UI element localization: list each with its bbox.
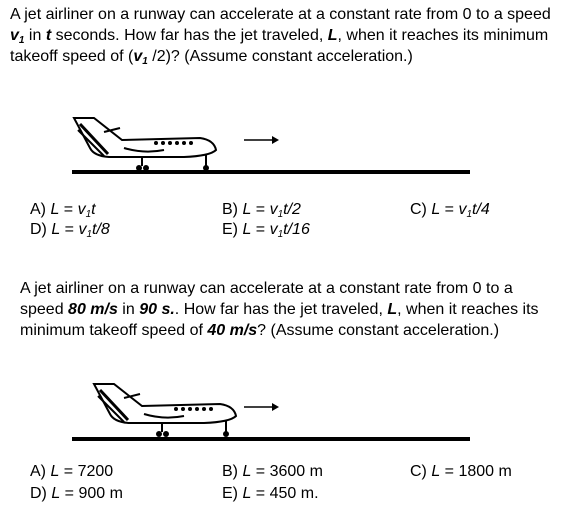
q1-opt-b-L: L (242, 201, 252, 218)
q1-opt-d-letter: D) (30, 221, 52, 238)
q1-opt-e-L: L (242, 221, 252, 238)
jet-airplane-icon (64, 110, 224, 176)
q1-v2-sub: 1 (142, 56, 148, 67)
q2-opt-a-rest: = 7200 (59, 463, 114, 480)
q2-L: L (387, 301, 398, 318)
q2-text-e: ? (Assume constant acceleration.) (257, 322, 500, 339)
q1-opt-b-v: v (269, 201, 278, 218)
q1-opt-a-sub: 1 (85, 209, 92, 220)
runway-ground-2 (72, 437, 470, 441)
q1-text-e: /2)? (Assume constant acceleration.) (147, 48, 413, 65)
q1-opt-a-eq: = (59, 201, 78, 218)
q2-opt-b-letter: B) (222, 463, 243, 480)
q1-text-b: in (24, 27, 46, 44)
jet-airplane-icon (84, 376, 244, 442)
q1-opt-e-eq: = (251, 221, 270, 238)
q1-opt-d-L: L (51, 221, 61, 238)
q1-option-c[interactable] (410, 200, 490, 220)
q1-opt-c-v: v (458, 201, 467, 218)
q1-opt-c-letter: C) (410, 201, 432, 218)
q1-v-sub: 1 (18, 35, 25, 46)
q1-text-d: , when it reaches its minimum takeoff speed of ( (10, 27, 549, 65)
q1-option-e[interactable] (222, 220, 310, 240)
q2-text-d: , when it reaches its minimum takeoff speed of (20, 301, 539, 339)
q2-option-c[interactable] (410, 462, 512, 482)
q1-opt-d-rest: t/8 (92, 221, 110, 238)
q2-option-a[interactable] (30, 462, 113, 482)
q2-opt-b-L: L (242, 463, 252, 480)
arrow-right-icon (244, 401, 280, 413)
q1-opt-a-letter: A) (30, 201, 51, 218)
q2-opt-d-L: L (51, 485, 61, 502)
q1-opt-e-v: v (269, 221, 278, 238)
q2-opt-c-L: L (431, 463, 441, 480)
q2-opt-c-letter: C) (410, 463, 432, 480)
runway-ground-1 (72, 170, 470, 174)
q2-opt-a-L: L (50, 463, 60, 480)
q2-opt-b-rest: = 3600 m (251, 463, 323, 480)
q2-text-a: A jet airliner on a runway can accelerate at a constant rate from 0 to a speed (20, 280, 513, 318)
q1-opt-d-v: v (78, 221, 87, 238)
q1-opt-b-eq: = (251, 201, 270, 218)
q1-v: v (10, 27, 19, 44)
problem2-question (20, 278, 560, 341)
q1-opt-e-sub: 1 (277, 229, 284, 240)
q2-speed: 80 m/s (68, 301, 118, 318)
q2-option-e[interactable] (222, 484, 319, 504)
q1-t: t (45, 27, 52, 44)
q1-opt-b-rest: t/2 (283, 201, 301, 218)
q1-text-c: seconds. How far has the jet traveled, (51, 27, 328, 44)
q2-text-c: . How far has the jet traveled, (174, 301, 388, 318)
q2-opt-e-rest: = 450 m. (251, 485, 319, 502)
q2-opt-c-rest: = 1800 m (440, 463, 512, 480)
q2-option-d[interactable] (30, 484, 123, 504)
q1-option-d[interactable] (30, 220, 110, 240)
q2-option-b[interactable] (222, 462, 323, 482)
q2-takeoff: 40 m/s (207, 322, 258, 339)
q2-opt-e-letter: E) (222, 485, 243, 502)
q2-time: 90 s. (139, 301, 175, 318)
problem1-question (10, 4, 558, 67)
q1-opt-c-sub: 1 (466, 209, 473, 220)
q1-opt-a-rest: t (91, 201, 96, 218)
q2-text-b: in (117, 301, 140, 318)
q1-opt-e-rest: t/16 (283, 221, 310, 238)
q1-opt-c-L: L (431, 201, 441, 218)
q1-text-a: A jet airliner on a runway can accelerate at a constant rate from 0 to a speed (10, 6, 551, 23)
q1-opt-b-sub: 1 (277, 209, 284, 220)
q1-opt-c-eq: = (440, 201, 459, 218)
q1-option-b[interactable] (222, 200, 301, 220)
q1-opt-d-eq: = (60, 221, 79, 238)
q1-opt-d-sub: 1 (86, 229, 93, 240)
q1-opt-a-L: L (50, 201, 60, 218)
q1-opt-a-v: v (77, 201, 86, 218)
q1-opt-e-letter: E) (222, 221, 243, 238)
q1-option-a[interactable] (30, 200, 96, 220)
q2-opt-a-letter: A) (30, 463, 51, 480)
q2-opt-d-letter: D) (30, 485, 52, 502)
q2-opt-e-L: L (242, 485, 252, 502)
q1-v2: v (133, 48, 143, 65)
q2-opt-d-rest: = 900 m (60, 485, 123, 502)
arrow-right-icon (244, 134, 280, 146)
q1-L: L (327, 27, 338, 44)
q1-opt-c-rest: t/4 (472, 201, 490, 218)
q1-opt-b-letter: B) (222, 201, 243, 218)
